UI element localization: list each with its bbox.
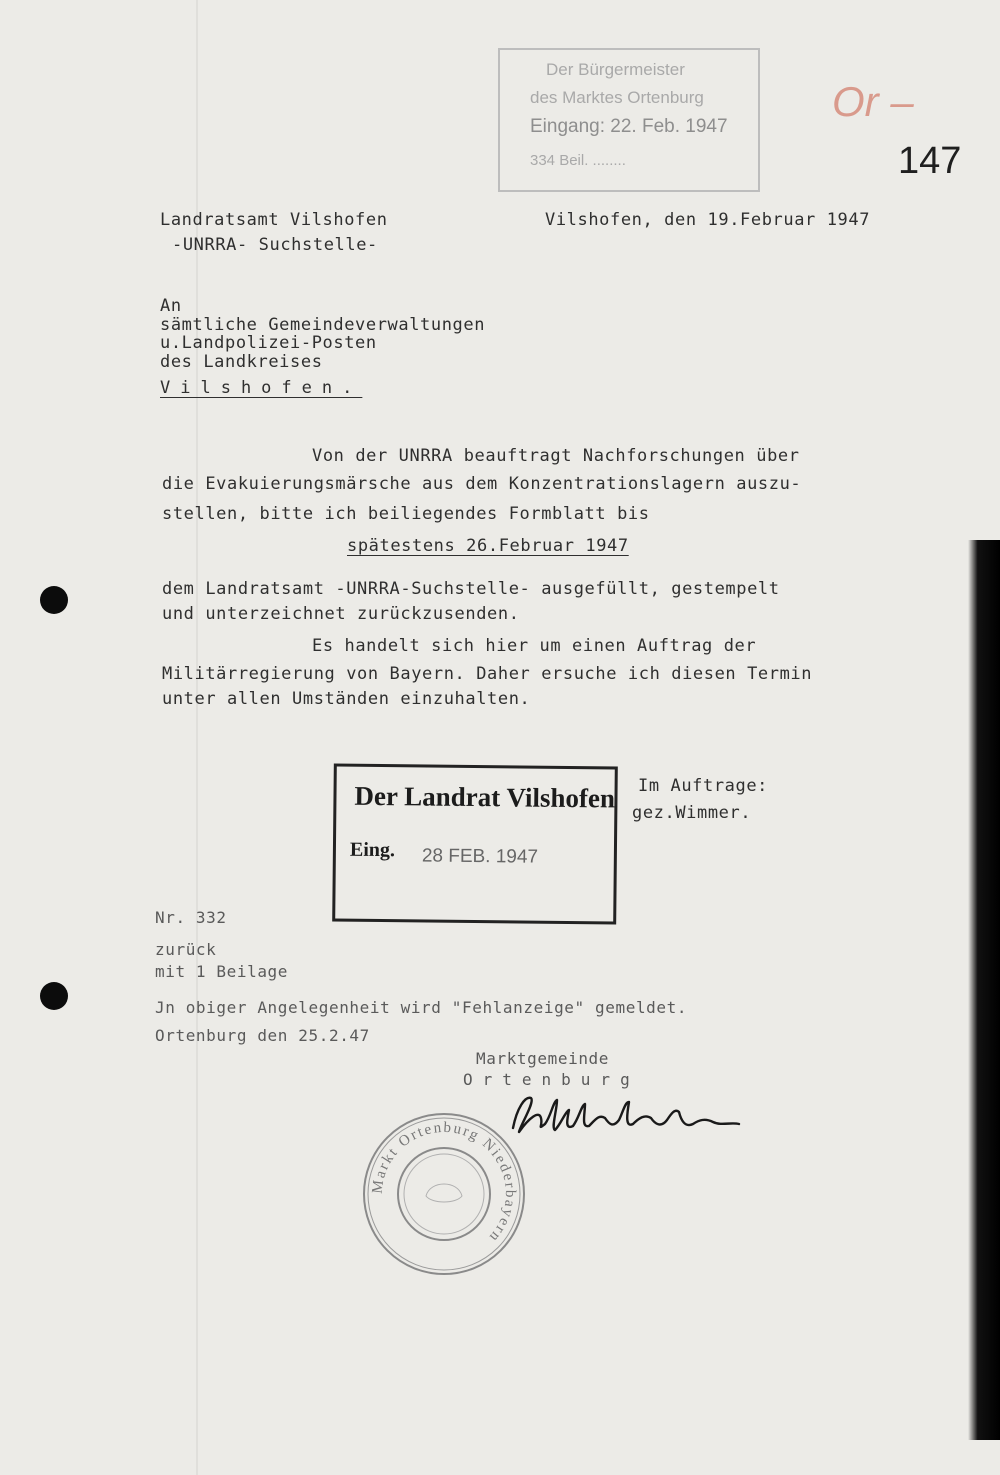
reply-number: Nr. 332 [155, 908, 227, 927]
scanned-edge-shadow [968, 540, 1000, 1440]
handwritten-signature [495, 1088, 745, 1148]
body-line-6: und unterzeichnet zurückzusenden. [162, 604, 520, 624]
body-line-5: dem Landratsamt -UNRRA-Suchstelle- ausgefüllt, gestempelt [162, 579, 780, 599]
punch-hole-bottom [40, 982, 68, 1010]
stamp-label: Eing. [349, 838, 396, 862]
deadline: spätestens 26.Februar 1947 [347, 536, 629, 556]
recipient-place: Vilshofen. [160, 378, 363, 398]
punch-hole-top [40, 586, 68, 614]
reply-statement: Jn obiger Angelegenheit wird "Fehlanzeige" gemeldet. [155, 998, 688, 1017]
closing-signed: gez.Wimmer. [632, 803, 752, 823]
place-and-date: Vilshofen, den 19.Februar 1947 [545, 210, 871, 230]
stamp-line-2: des Marktes Ortenburg [530, 88, 704, 107]
recipient-line-3: u.Landpolizei-Posten [160, 333, 377, 353]
body-line-2: die Evakuierungsmärsche aus dem Konzentrationslagern auszu- [162, 474, 802, 494]
closing-on-behalf: Im Auftrage: [638, 776, 769, 796]
sender-office: Landratsamt Vilshofen [160, 210, 388, 230]
body-line-1: Von der UNRRA beauftragt Nachforschungen über [312, 446, 800, 466]
reply-authority: Marktgemeinde [476, 1049, 610, 1068]
seal-text: Markt Ortenburg Niederbayern [369, 1119, 519, 1246]
body-line-9: unter allen Umständen einzuhalten. [162, 689, 531, 709]
received-stamp-mayor [498, 48, 760, 192]
sender-department: -UNRRA- Suchstelle- [172, 235, 378, 255]
stamp-title: Der Landrat Vilshofen [354, 780, 616, 814]
recipient-line-4: des Landkreises [160, 352, 323, 372]
body-line-3: stellen, bitte ich beiliegendes Formblatt bis [162, 504, 650, 524]
stamp-line-4: 334 Beil. ........ [530, 152, 626, 169]
reply-authority-place: Ortenburg [463, 1070, 640, 1089]
received-stamp-landrat [332, 764, 618, 925]
stamp-line-1: Der Bürgermeister [546, 60, 685, 79]
stamp-line-3: Eingang: 22. Feb. 1947 [530, 116, 728, 137]
recipient-line-2: sämtliche Gemeindeverwaltungen [160, 315, 486, 335]
red-pencil-annotation: Or – [832, 78, 914, 125]
page-number: 147 [898, 140, 962, 182]
reply-place-date: Ortenburg den 25.2.47 [155, 1026, 370, 1045]
reply-line-2: zurück [155, 940, 217, 959]
body-line-7: Es handelt sich hier um einen Auftrag der [312, 636, 757, 656]
body-line-8: Militärregierung von Bayern. Daher ersuche ich diesen Termin [162, 664, 813, 684]
recipient-line-1: An [160, 296, 182, 316]
stamp-date: 28 FEB. 1947 [421, 845, 539, 868]
municipal-seal [360, 1110, 528, 1278]
reply-line-3: mit 1 Beilage [155, 962, 289, 981]
